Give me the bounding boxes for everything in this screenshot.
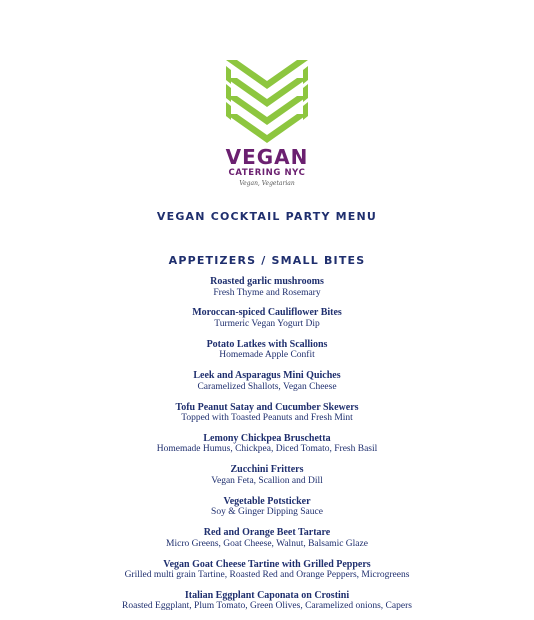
menu-item bbox=[0, 276, 534, 307]
menu-item bbox=[0, 339, 534, 370]
menu-item-description: Grilled multi grain Tartine, Roasted Red and Orange Peppers, Microgreens bbox=[124, 570, 410, 581]
logo-wordmark: VEGAN bbox=[225, 145, 309, 169]
chevron-logo-icon bbox=[226, 60, 308, 144]
menu-item-name: Roasted garlic mushrooms bbox=[210, 276, 324, 287]
menu-item bbox=[0, 496, 534, 527]
menu-item-description: Fresh Thyme and Rosemary bbox=[213, 287, 321, 298]
logo-tagline: Vegan, Vegetarian bbox=[239, 180, 295, 187]
menu-item-description: Homemade Apple Confit bbox=[219, 350, 315, 361]
menu-item-description: Micro Greens, Goat Cheese, Walnut, Balsamic Glaze bbox=[166, 538, 368, 549]
menu-item-name: Vegan Goat Cheese Tartine with Grilled Peppers bbox=[163, 558, 371, 570]
menu-item bbox=[0, 527, 534, 558]
menu-item-name: Zucchini Fritters bbox=[230, 464, 304, 476]
menu-item-name: Leek and Asparagus Mini Quiches bbox=[193, 370, 341, 382]
menu-item-name: Potato Latkes with Scallions bbox=[206, 338, 328, 350]
menu-item-description: Turmeric Vegan Yogurt Dip bbox=[214, 318, 320, 329]
menu-item bbox=[0, 433, 534, 464]
menu-item bbox=[0, 307, 534, 338]
vegan-catering-logo bbox=[218, 60, 316, 192]
menu-item-description: Topped with Toasted Peanuts and Fresh Mint bbox=[181, 413, 353, 424]
menu-item-list bbox=[0, 276, 534, 620]
menu-item-name: Vegetable Potsticker bbox=[223, 495, 311, 507]
menu-item-name: Red and Orange Beet Tartare bbox=[203, 527, 331, 539]
section-title: APPETIZERS / SMALL BITES bbox=[168, 254, 366, 267]
menu-item-name: Moroccan-spiced Cauliflower Bites bbox=[192, 307, 342, 319]
menu-item bbox=[0, 590, 534, 620]
menu-item bbox=[0, 559, 534, 590]
menu-item-name: Lemony Chickpea Bruschetta bbox=[203, 432, 331, 444]
logo-subtitle: CATERING NYC bbox=[228, 168, 306, 178]
menu-item-description: Soy & Ginger Dipping Sauce bbox=[211, 507, 323, 518]
menu-item bbox=[0, 464, 534, 495]
menu-item-description: Vegan Feta, Scallion and Dill bbox=[211, 475, 323, 486]
menu-item-description: Roasted Eggplant, Plum Tomato, Green Olives, Caramelized onions, Capers bbox=[122, 601, 412, 612]
menu-item bbox=[0, 402, 534, 433]
menu-title: VEGAN COCKTAIL PARTY MENU bbox=[156, 210, 378, 223]
menu-item-description: Caramelized Shallots, Vegan Cheese bbox=[197, 381, 337, 392]
menu-item-name: Tofu Peanut Satay and Cucumber Skewers bbox=[175, 401, 359, 413]
menu-item-description: Homemade Humus, Chickpea, Diced Tomato, Fresh Basil bbox=[156, 444, 378, 455]
menu-item bbox=[0, 370, 534, 401]
menu-item-name: Italian Eggplant Caponata on Crostini bbox=[184, 589, 350, 601]
